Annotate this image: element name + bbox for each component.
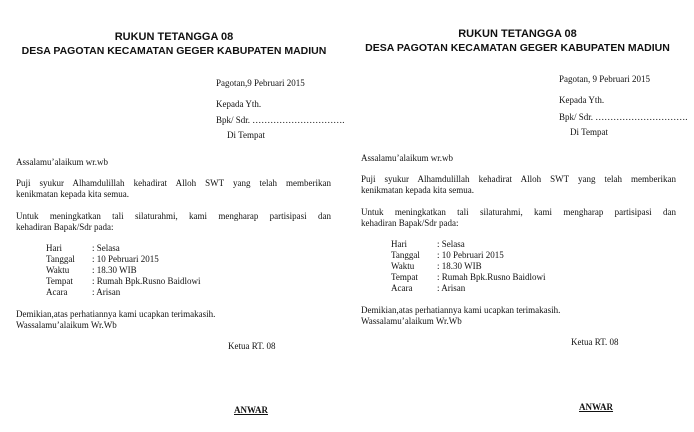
detail-row <box>391 250 504 261</box>
detail-value: : Selasa <box>92 243 120 253</box>
paragraph-1 <box>361 174 676 196</box>
signer-name: ANWAR <box>234 405 269 415</box>
recipient-line: Kepada Yth. <box>559 95 605 105</box>
detail-label: Tanggal <box>391 250 420 260</box>
paragraph-2 <box>361 207 676 229</box>
detail-label: Hari <box>46 243 62 253</box>
detail-label: Hari <box>391 239 407 249</box>
detail-label: Tanggal <box>46 254 75 264</box>
detail-label: Tempat <box>391 272 418 282</box>
detail-label: Tempat <box>46 276 73 286</box>
detail-label: Waktu <box>391 261 415 271</box>
detail-value: : 18.30 WIB <box>92 265 137 275</box>
paragraph-2 <box>16 211 331 233</box>
letter-right <box>347 0 694 432</box>
place-date: Pagotan,9 Pebruari 2015 <box>216 78 305 88</box>
detail-value: : 18.30 WIB <box>437 261 482 271</box>
detail-row <box>46 243 120 254</box>
paragraph-1-line-1: Puji syukur Alhamdulillah kehadirat Alloh SWT yang telah memberikan <box>361 174 676 184</box>
detail-row <box>391 272 546 283</box>
recipient-place: Di Tempat <box>227 130 265 140</box>
recipient-name-line: Bpk/ Sdr. …………………………. <box>559 112 688 122</box>
detail-value: : Arisan <box>92 287 121 297</box>
detail-value: : Rumah Bpk.Rusno Baidlowi <box>92 276 201 286</box>
greeting: Assalamu’alaikum wr.wb <box>361 153 453 163</box>
detail-row <box>46 265 137 276</box>
detail-label: Acara <box>46 287 68 297</box>
paragraph-2-line-1: Untuk meningkatkan tali silaturahmi, kami mengharap partisipasi dan <box>16 211 331 221</box>
salutation-close: Wassalamu’alaikum Wr.Wb <box>16 320 117 330</box>
paragraph-1-line-2: kenikmatan kepada kita semua. <box>361 185 474 195</box>
header-title: RUKUN TETANGGA 08 <box>458 28 577 40</box>
signer-title: Ketua RT. 08 <box>228 341 276 351</box>
paragraph-1-line-1: Puji syukur Alhamdulillah kehadirat Alloh SWT yang telah memberikan <box>16 178 331 188</box>
closing-line: Demikian,atas perhatiannya kami ucapkan terimakasih. <box>16 309 216 319</box>
paragraph-1-line-2: kenikmatan kepada kita semua. <box>16 189 129 199</box>
recipient-line: Kepada Yth. <box>216 99 262 109</box>
detail-row <box>391 261 482 272</box>
salutation-close: Wassalamu’alaikum Wr.Wb <box>361 316 462 326</box>
detail-value: : Rumah Bpk.Rusno Baidlowi <box>437 272 546 282</box>
detail-row <box>46 287 120 298</box>
paragraph-2-line-2: kehadiran Bapak/Sdr pada: <box>361 218 459 228</box>
signer-name: ANWAR <box>579 402 614 412</box>
detail-value: : 10 Pebruari 2015 <box>92 254 159 264</box>
detail-value: : 10 Pebruari 2015 <box>437 250 504 260</box>
detail-value: : Selasa <box>437 239 465 249</box>
detail-value: : Arisan <box>437 283 466 293</box>
recipient-name-line: Bpk/ Sdr. …………………………. <box>216 115 345 125</box>
recipient-place: Di Tempat <box>570 127 608 137</box>
signer-title: Ketua RT. 08 <box>571 337 619 347</box>
detail-label: Acara <box>391 283 413 293</box>
header-subtitle: DESA PAGOTAN KECAMATAN GEGER KABUPATEN MADIUN <box>21 45 327 57</box>
header-title: RUKUN TETANGGA 08 <box>114 31 234 43</box>
paragraph-2-line-1: Untuk meningkatkan tali silaturahmi, kami mengharap partisipasi dan <box>361 207 676 217</box>
detail-row <box>391 283 465 294</box>
detail-row <box>46 276 201 287</box>
closing-line: Demikian,atas perhatiannya kami ucapkan terimakasih. <box>361 305 561 315</box>
detail-row <box>391 239 465 250</box>
detail-label: Waktu <box>46 265 70 275</box>
paragraph-2-line-2: kehadiran Bapak/Sdr pada: <box>16 222 114 232</box>
paragraph-1 <box>16 178 331 200</box>
greeting: Assalamu’alaikum wr.wb <box>16 157 108 167</box>
header-subtitle: DESA PAGOTAN KECAMATAN GEGER KABUPATEN MADIUN <box>365 42 670 54</box>
detail-row <box>46 254 159 265</box>
place-date: Pagotan, 9 Pebruari 2015 <box>559 74 650 84</box>
